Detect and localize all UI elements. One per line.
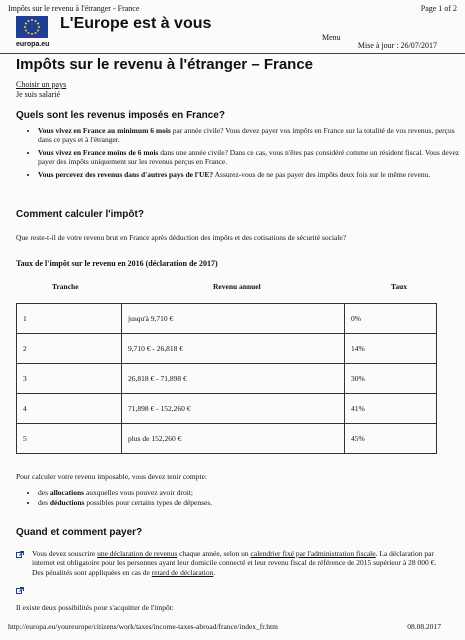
column-header-taux: Taux <box>391 282 407 291</box>
section-heading-calcul: Comment calculer l'impôt? <box>16 209 144 220</box>
divider <box>0 53 465 54</box>
external-link-icon <box>16 551 24 558</box>
table-row <box>17 334 437 364</box>
print-footer-date: 08.08.2017 <box>407 622 441 631</box>
page-title: Impôts sur le revenu à l'étranger – France <box>16 56 314 73</box>
declaration-paragraph: Vous devez souscrire une déclaration de revenus chaque année, selon un calendrier fixé par l'administration fiscale. La déclaration par internet est obligatoire pour les personnes ayant leur domicile connecté et leur revenu fiscal de référence de 2015 supérieur à 28 000 €. Des pénalités sont appliquées en cas de retard de déclaration. <box>32 549 437 577</box>
table-cell: 9,710 € - 26,818 € <box>122 334 345 364</box>
table-cell: 26,818 € - 71,898 € <box>122 364 345 394</box>
list-item: • des allocations auxquelles vous pouvez avoir droit; <box>38 488 458 497</box>
table-row <box>17 364 437 394</box>
table-cell: 3 <box>17 364 122 394</box>
tax-rate-table <box>16 303 437 454</box>
external-link-icon <box>16 587 24 594</box>
table-cell: 41% <box>345 394 437 424</box>
deduction-list <box>26 488 458 509</box>
section-heading-paiement: Quand et comment payer? <box>16 527 143 538</box>
table-row <box>17 304 437 334</box>
allocations-link[interactable]: allocations <box>49 488 85 497</box>
column-header-revenu: Revenu annuel <box>213 282 261 291</box>
table-cell: 0% <box>345 304 437 334</box>
declaration-revenus-link[interactable]: une déclaration de revenus <box>97 549 178 558</box>
table-cell: 71,898 € - 152,260 € <box>122 394 345 424</box>
site-domain: europa.eu <box>16 41 50 48</box>
print-page-number: Page 1 of 2 <box>420 4 457 13</box>
list-item: • Vous vivez en France moins de 6 mois dans une année civile? Dans ce cas, vous n'êtes pas considéré comme un résident fiscal. Vous devez payer des impôts uniquement sur les revenus perçus en France. <box>38 148 463 167</box>
tax-table-title: Taux de l'impôt sur le revenu en 2016 (déclaration de 2017) <box>16 259 218 268</box>
table-cell: 45% <box>345 424 437 454</box>
table-row <box>17 424 437 454</box>
table-cell: 14% <box>345 334 437 364</box>
income-bullet-list <box>26 126 463 182</box>
deductions-link[interactable]: déductions <box>49 498 85 508</box>
taxable-income-intro: Pour calculer votre revenu imposable, vous devez tenir compte: <box>16 472 207 481</box>
late-declaration-link[interactable]: retard de déclaration <box>151 567 214 577</box>
column-header-tranche: Tranche <box>52 282 79 291</box>
table-row <box>17 394 437 424</box>
section-heading-revenus: Quels sont les revenus imposés en France? <box>16 110 225 121</box>
table-cell: jusqu'à 9,710 € <box>122 304 345 334</box>
update-date: Mise à jour : 26/07/2017 <box>357 41 437 50</box>
print-footer-url: http://europa.eu/youreurope/citizens/work/taxes/income-taxes-abroad/france/index_fr.htm <box>8 622 278 631</box>
table-cell: plus de 152,260 € <box>122 424 345 454</box>
list-item: • Vous vivez en France au minimum 6 mois par année civile? Vous devez payer vos impôts en France sur la totalité de vos revenus, perçus dans ce pays et à l'étranger. <box>38 126 463 145</box>
table-cell: 5 <box>17 424 122 454</box>
table-cell: 1 <box>17 304 122 334</box>
table-cell: 30% <box>345 364 437 394</box>
menu-link[interactable]: Menu <box>322 33 341 42</box>
print-header-title: Impôts sur le revenu à l'étranger - France <box>8 4 140 13</box>
site-brand-name[interactable]: L'Europe est à vous <box>60 15 212 32</box>
status-label: Je suis salarié <box>16 90 60 99</box>
calendar-link[interactable]: calendrier fixé par l'administration fiscale <box>250 549 376 558</box>
choose-country-link[interactable]: Choisir un pays <box>16 80 67 89</box>
list-item: • Vous percevez des revenus dans d'autres pays de l'UE? Assurez-vous de ne pas payer des impôts deux fois sur le même revenu. <box>38 170 463 179</box>
list-item: • des déductions possibles pour certains types de dépenses. <box>38 498 458 507</box>
eu-flag-icon[interactable] <box>16 16 48 38</box>
table-cell: 4 <box>17 394 122 424</box>
payment-options-intro: Il existe deux possibilités pour s'acquitter de l'impôt: <box>16 603 174 612</box>
table-cell: 2 <box>17 334 122 364</box>
calc-question: Que reste-t-il de votre revenu brut en France après déduction des impôts et des cotisations de sécurité sociale? <box>16 233 347 242</box>
